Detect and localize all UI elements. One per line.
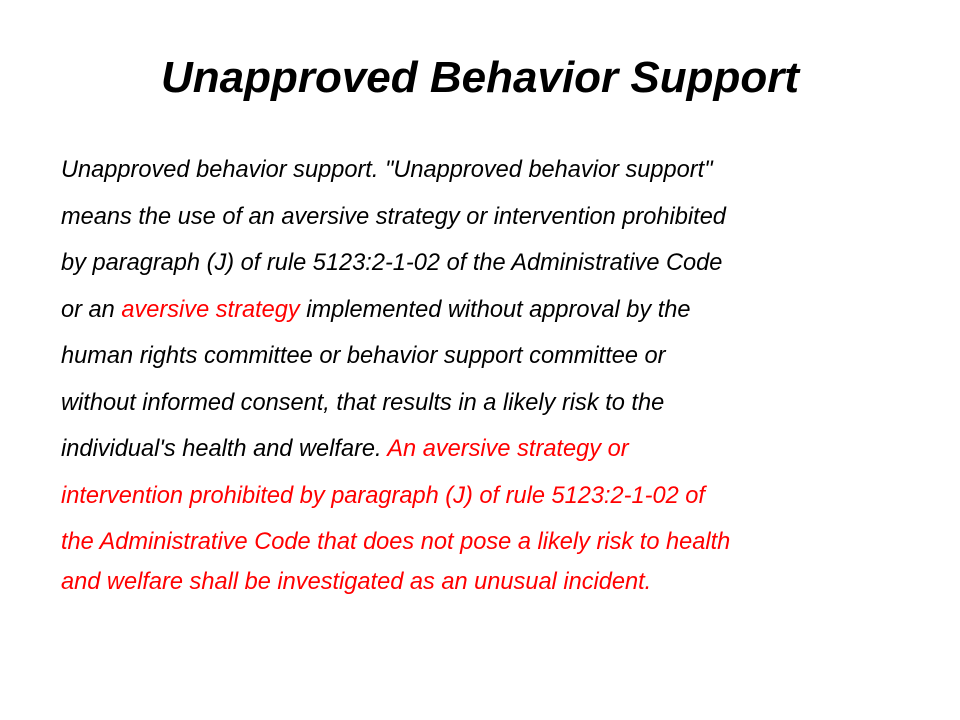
slide-title: Unapproved Behavior Support bbox=[160, 53, 800, 102]
highlighted-term: aversive strategy bbox=[121, 296, 300, 323]
body-line bbox=[61, 426, 903, 473]
text-segment: implemented without approval by the bbox=[299, 296, 691, 323]
highlighted-sentence: intervention prohibited by paragraph (J) of rule 5123:2-1-02 of bbox=[61, 482, 705, 509]
body-line bbox=[61, 564, 903, 600]
body-line bbox=[61, 194, 903, 241]
highlighted-sentence: the Administrative Code that does not pose a likely risk to health bbox=[61, 529, 731, 555]
body-line bbox=[61, 333, 903, 380]
text-segment: by paragraph (J) of rule 5123:2-1-02 of the Administrative Code bbox=[61, 250, 723, 276]
body-line bbox=[61, 519, 903, 566]
text-segment: human rights committee or behavior support committee or bbox=[61, 343, 666, 369]
text-segment: Unapproved behavior support. "Unapproved behavior support" bbox=[61, 157, 713, 183]
highlighted-sentence: An aversive strategy or bbox=[387, 436, 629, 462]
slide-body bbox=[61, 147, 903, 600]
text-segment: individual's health and welfare. bbox=[61, 436, 388, 462]
body-line bbox=[61, 473, 903, 520]
body-line bbox=[61, 287, 903, 334]
text-segment: without informed consent, that results in a likely risk to the bbox=[61, 389, 665, 416]
text-segment: or an bbox=[61, 296, 122, 323]
body-line bbox=[61, 240, 903, 287]
text-segment: means the use of an aversive strategy or intervention prohibited bbox=[61, 203, 726, 230]
highlighted-sentence: and welfare shall be investigated as an unusual incident. bbox=[61, 568, 652, 595]
body-line bbox=[61, 147, 903, 194]
body-line bbox=[61, 380, 903, 427]
